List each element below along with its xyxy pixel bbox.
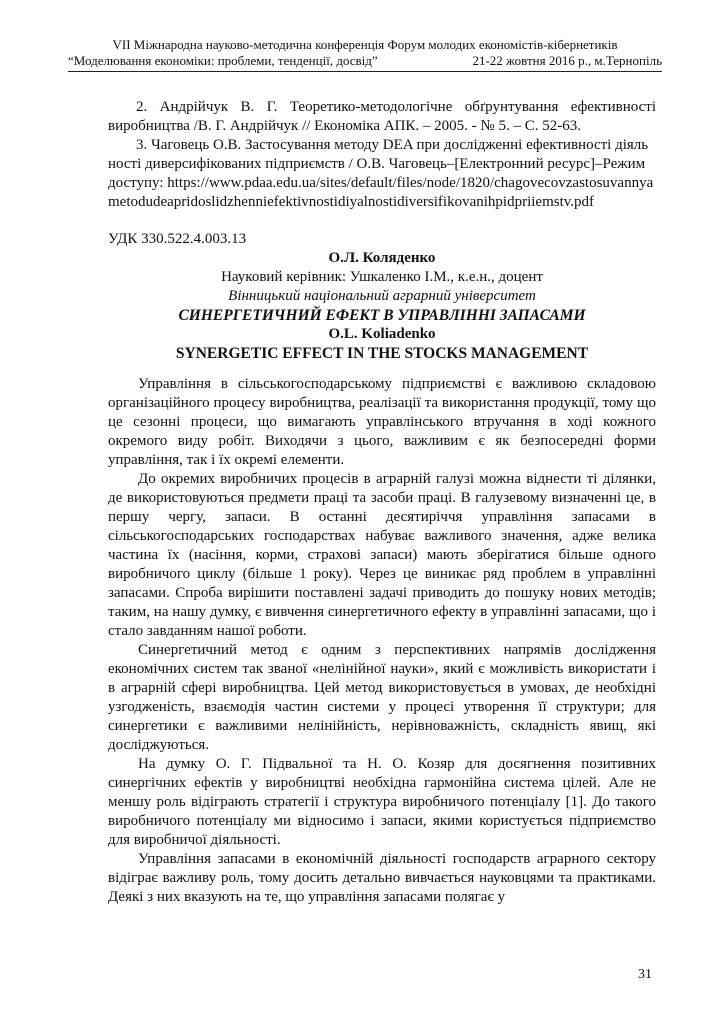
page-number: 31 — [638, 967, 652, 982]
author-name: О.Л. Коляденко — [328, 250, 436, 266]
header-conference-title: “Моделювання економіки: проблеми, тенденції, досвід” — [68, 53, 378, 68]
body-paragraph: Управління запасами в економічній діяльності господарств аграрного сектору відіграє важливу роль, тому досить детально вивчається науковцями та практиками. Деякі з них вказують на те, що управління запасами полягає у — [108, 851, 656, 905]
reference-2: 2. Андрійчук В. Г. Теоретико-методологічне обґрунтування ефективності виробництва /В. Г. Андрійчук // Економіка АПК. – 2005. - № 5. – С. 52-63. — [108, 99, 656, 134]
header-line-2 — [68, 53, 662, 69]
header-line-1: VII Міжнародна науково-методична конференція Форум молодих економістів-кібернетиків — [112, 37, 618, 52]
page-content — [108, 98, 656, 907]
article-title-ua: СИНЕРГЕТИЧНИЙ ЕФЕКТ В УПРАВЛІННІ ЗАПАСАМИ — [178, 307, 586, 324]
conference-header — [68, 37, 662, 72]
supervisor: Науковий керівник: Ушкаленко І.М., к.е.н., доцент — [221, 269, 543, 285]
article-title-en: SYNERGETIC EFFECT IN THE STOCKS MANAGEMENT — [175, 345, 589, 362]
body-paragraph: На думку О. Г. Підвальної та Н. О. Козяр для досягнення позитивних синергічних ефектів у виробництві необхідна гармонійна система цілей. Але не меншу роль відіграють стратегії і структура виробничого потенціалу [1]. До такого виробничого потенціалу ми відносимо і запаси, якими користується підприємство для виробничої діяльності. — [108, 756, 656, 848]
body-paragraph: До окремих виробничих процесів в аграрній галузі можна віднести ті ділянки, де використовуються предмети праці та засоби праці. В галузевому визначенні це, в першу чергу, запаси. В останні десятиріччя управління запасами в сільськогосподарських господарствах набуває важливого значення, адже велика частина їх (насіння, корми, страхові запаси) мають зберігатися більше одного виробничого циклу (більше 1 року). Через це виникає ряд проблем в управлінні запасами. Спроба вирішити поставлені задачі приводить до пошуку нових методів; таким, на нашу думку, є вивчення синергетичного ефекту в управлінні запасами, що і стало завданням нашої роботи. — [108, 471, 656, 639]
body-paragraph: Управління в сільськогосподарському підприємстві є важливою складовою організаційного процесу виробництва, реалізації та використання продукції, тому що це сезонні процеси, що вимагають управлінського втручання в ході кожного окремого виду робіт. Виходячи з цього, важливим є як безпосередні форми управління, так і їх окремі елементи. — [108, 376, 656, 468]
header-date-place: 21-22 жовтня 2016 р., м.Тернопіль — [472, 53, 662, 68]
udk-code: УДК 330.522.4.003.13 — [108, 231, 247, 247]
article-body — [108, 375, 656, 907]
university: Вінницький національний аграрний університет — [228, 288, 536, 304]
author-name-en: O.L. Koliadenko — [328, 326, 436, 342]
reference-3: 3. Чаговець О.В. Застосування методу DEA при дослідженні ефективності діяльності диверсифікованих підприємств / О.В. Чаговець–[Електронний ресурс]–Режим доступу: https://www.pdaa.edu.ua/sites/default/files/node/1820/chagovecovzastosuvannyametodudeapridoslidzhenniefektivnostidiyalnostidiversifikovanihpidpriiemstv.pdf — [108, 137, 654, 210]
body-paragraph: Синергетичний метод є одним з перспективних напрямів дослідження економічних систем так званої «нелінійної науки», який є можливість використати і в аграрній сфері виробництва. Цей метод використовується в умовах, де необхідні узгодженість, взаємодія частин системи у процесі утворення її структури; для синергетики є важливими нелінійність, нерівноважність, складність явищ, які досліджуються. — [108, 642, 656, 753]
